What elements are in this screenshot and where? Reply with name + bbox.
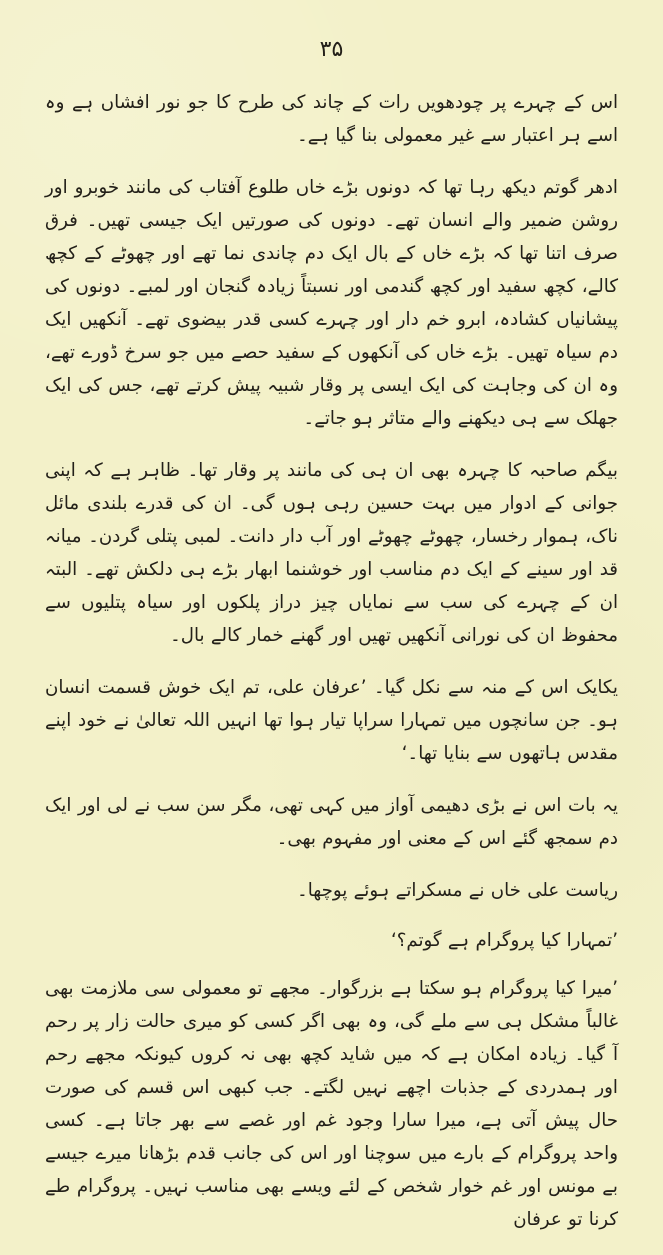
paragraph-1: اس کے چہرے پر چودھویں رات کے چاند کی طرح کا جو نور افشاں ہے وہ اسے ہر اعتبار سے غیر معمولی بنا گیا ہے۔	[45, 92, 618, 146]
paragraph-8: ’میرا کیا پروگرام ہو سکتا ہے بزرگوار۔ مجھے تو معمولی سی ملازمت بھی غالباً مشکل ہی سے ملے گی، وہ بھی اگر کسی کو میری حالت زار پر رحم آ گیا۔ زیادہ امکان ہے کہ میں شاید کچھ بھی نہ کروں کیونکہ مجھے رحم اور ہمدردی کے جذبات اچھے نہیں لگتے۔ جب کبھی اس قسم کی صورت حال پیش آتی ہے، میرا سارا وجود غم اور غصے سے بھر جاتا ہے۔ کسی واحد پروگرام کے بارے میں سوچنا اور اس کی جانب قدم بڑھانا میرے جیسے بے مونس اور غم خوار شخص کے لئے ویسے بھی مناسب نہیں۔ پروگرام طے کرنا تو عرفان	[45, 978, 618, 1230]
paragraph-3: بیگم صاحبہ کا چہرہ بھی ان ہی کی مانند پر وقار تھا۔ ظاہر ہے کہ اپنی جوانی کے ادوار میں بہت حسین رہی ہوں گی۔ ان کی قدرے بلندی مائل ناک، ہموار رخسار، چھوٹے چھوٹے اور آب دار دانت۔ لمبی پتلی گردن۔ میانہ قد اور سینے کے ایک دم مناسب اور خوشنما ابھار بڑے ہی دلکش تھے۔ البتہ ان کے چہرے کی سب سے نمایاں چیز دراز پلکوں اور سیاہ پتلیوں سے محفوظ ان کی نورانی آنکھیں تھیں اور گھنے خمار کالے بال۔	[45, 460, 618, 646]
paragraph-2: ادھر گوتم دیکھ رہا تھا کہ دونوں بڑے خاں طلوع آفتاب کی مانند خوبرو اور روشن ضمیر والے انسان تھے۔ دونوں کی صورتیں ایک جیسی تھیں۔ فرق صرف اتنا تھا کہ بڑے خاں کے بال ایک دم چاندی نما تھے اور چھوٹے کے کچھ کالے، کچھ سفید اور کچھ گندمی اور نسبتاً زیادہ گنجان اور لمبے۔ دونوں کی پیشانیاں کشادہ، ابرو خم دار اور چہرے کسی قدر بیضوی تھے۔ آنکھیں ایک دم سیاہ تھیں۔ بڑے خاں کی آنکھوں کے سفید حصے میں جو سرخ ڈورے تھے، وہ ان کی وجاہت کی ایک ایسی پر وقار شبیہ پیش کرتے تھے، جس کی ایک جھلک سے ہی دیکھنے والے متاثر ہو جاتے۔	[45, 177, 618, 429]
paragraph-4: یکایک اس کے منہ سے نکل گیا۔ ’عرفان علی، تم ایک خوش قسمت انسان ہو۔ جن سانچوں میں تمہارا سراپا تیار ہوا تھا انہیں اللہ تعالیٰ نے خود اپنے مقدس ہاتھوں سے بنایا تھا۔‘	[45, 677, 618, 764]
paragraph-6: ریاست علی خاں نے مسکراتے ہوئے پوچھا۔	[297, 880, 618, 901]
paragraph-7: ’تمہارا کیا پروگرام ہے گوتم؟‘	[390, 930, 618, 951]
paragraph-5: یہ بات اس نے بڑی دھیمی آواز میں کہی تھی، مگر سن سب نے لی اور ایک دم سمجھ گئے اس کے معنی اور مفہوم بھی۔	[45, 795, 618, 849]
page-number: ۳۵	[319, 37, 344, 62]
page-text	[45, 86, 618, 1255]
